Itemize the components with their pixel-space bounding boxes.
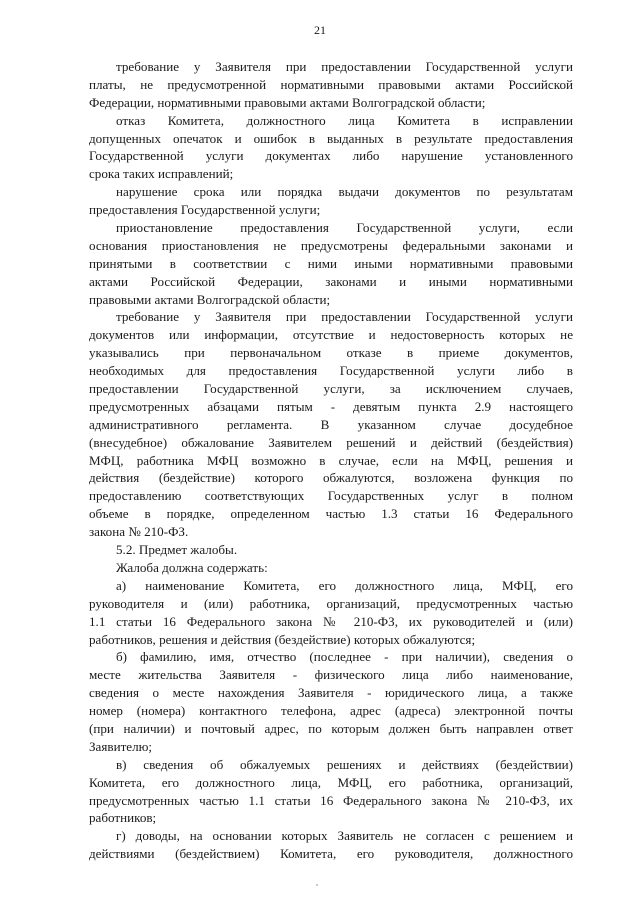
text-line: б) фамилию, имя, отчество (последнее - при наличии), сведения о <box>116 649 573 665</box>
text-line: предоставлению соответствующих Государственных услуг в полном <box>89 488 573 504</box>
text-line: правовыми актами Волгоградской области; <box>89 291 331 307</box>
text-line: действиями (бездействием) Комитета, его руководителя, должностного <box>89 846 573 862</box>
text-line: 1.1 статьи 16 Федерального закона № 210-ФЗ, их руководителей и (или) <box>89 613 573 629</box>
text-line: принятыми в соответствии с ними иными нормативными правовыми <box>89 255 573 271</box>
text-line: требование у Заявителя при предоставлении Государственной услуги <box>116 59 573 74</box>
text-line: номер (номера) контактного телефона, адрес (адреса) электронной почты <box>89 703 573 719</box>
scan-speck <box>316 884 318 886</box>
text-line: Заявителю; <box>89 738 153 754</box>
text-line: предоставлении Государственной услуги, за исключением случаев, <box>89 381 573 397</box>
text-line: 5.2. Предмет жалобы. <box>116 542 238 558</box>
text-line: отказ Комитета, должностного лица Комитета в исправлении <box>116 112 573 128</box>
text-line: основания приостановления не предусмотрены федеральными законами и <box>89 237 573 253</box>
text-line: предусмотренных частью 1.1 статьи 16 Федерального закона № 210-ФЗ, их <box>89 792 573 808</box>
text-line: приостановление предоставления Государственной услуги, если <box>116 220 573 236</box>
text-line: МФЦ, работника МФЦ возможно в случае, если на МФЦ, решения и <box>89 452 573 468</box>
text-line: работников, решения и действия (бездействие) которых обжалуются; <box>89 631 476 647</box>
text-line: руководителя и (или) работника, организаций, предусмотренных частью <box>89 595 573 611</box>
text-line: предусмотренных абзацами пятым - девятым пункта 2.9 настоящего <box>89 398 573 414</box>
text-line: в) сведения об обжалуемых решениях и действиях (бездействии) <box>116 756 573 772</box>
text-line: (при наличии) и почтовый адрес, по которым должен быть направлен ответ <box>89 720 573 736</box>
text-line: а) наименование Комитета, его должностного лица, МФЦ, его <box>116 577 573 593</box>
text-line: срока таких исправлений; <box>89 166 234 182</box>
text-line: (внесудебное) обжалование Заявителем решений и действий (бездействия) <box>89 434 573 450</box>
text-line: Комитета, его должностного лица, МФЦ, его работника, организаций, <box>89 774 573 790</box>
text-line: сведения о месте нахождения Заявителя - юридического лица, а также <box>89 685 573 701</box>
page-number: 21 <box>314 23 326 37</box>
text-line: Жалоба должна содержать: <box>116 559 268 575</box>
text-line: необходимых для предоставления Государственной услуги либо в <box>89 363 573 379</box>
text-line: Федерации, нормативными правовыми актами Волгоградской области; <box>89 94 486 110</box>
text-line: допущенных опечаток и ошибок в выданных в результате предоставления <box>89 130 573 146</box>
text-line: платы, не предусмотренной нормативными правовыми актами Российской <box>89 76 573 92</box>
text-line: предоставления Государственной услуги; <box>89 202 321 218</box>
text-line: месте жительства Заявителя - физического лица либо наименование, <box>89 667 573 683</box>
text-line: объеме в порядке, определенном частью 1.3 статьи 16 Федерального <box>89 506 573 522</box>
text-line: нарушение срока или порядка выдачи документов по результатам <box>116 184 573 200</box>
text-line: документов или информации, отсутствие и недостоверность которых не <box>89 327 573 343</box>
text-line: действия (бездействие) которого обжалуются, возложена функция по <box>89 470 573 486</box>
text-line: закона № 210-ФЗ. <box>89 524 189 540</box>
text-line: требование у Заявителя при предоставлении Государственной услуги <box>116 309 573 325</box>
text-line: Государственной услуги документах либо нарушение установленного <box>89 148 573 164</box>
text-line: административного регламента. В указанном случае досудебное <box>89 416 573 432</box>
text-line: г) доводы, на основании которых Заявитель не согласен с решением и <box>116 828 573 844</box>
document-body <box>89 58 573 863</box>
text-line: актами Российской Федерации, законами и иными нормативными <box>89 273 573 289</box>
text-line: работников; <box>89 810 157 826</box>
text-line: указывались при первоначальном отказе в приеме документов, <box>89 345 573 361</box>
